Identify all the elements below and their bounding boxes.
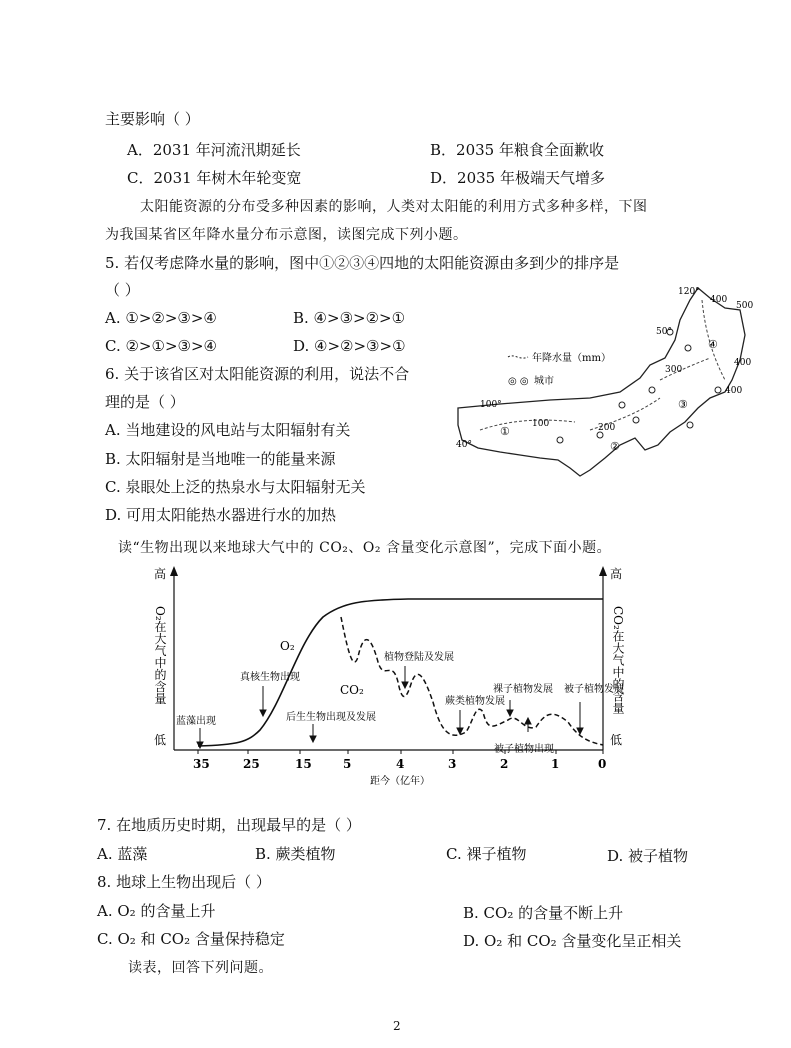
q5-paren: （ ） <box>105 281 140 299</box>
map-label-100: 100 <box>532 419 550 429</box>
legend-city: 城市 <box>534 376 554 387</box>
q7-option-a: A. 蓝藻 <box>97 845 148 863</box>
left-axis-bottom: 低 <box>154 733 167 747</box>
map-label-300: 300 <box>665 365 683 375</box>
map-marker-2: ② <box>610 440 620 453</box>
map-label-100deg: 100° <box>480 400 502 410</box>
q6-option-d: D. 可用太阳能热水器进行水的加热 <box>105 506 337 524</box>
q5-option-a: A. ①>②>③>④ <box>105 309 217 327</box>
map-label-400c: 400 <box>725 386 743 396</box>
x-axis-label: 距今（亿年） <box>370 776 430 787</box>
x-tick-label: 4 <box>396 757 405 771</box>
q6-option-b: B. 太阳辐射是当地唯一的能量来源 <box>105 450 336 468</box>
isohyet-100 <box>480 420 575 430</box>
map-label-200: 200 <box>598 423 616 433</box>
table-intro: 读表，回答下列问题。 <box>128 960 273 976</box>
map-marker-1: ① <box>500 425 510 438</box>
q8-option-b: B. CO₂ 的含量不断上升 <box>463 904 624 922</box>
annotation-metazoa: 后生生物出现及发展 <box>286 712 376 723</box>
q4-option-a: A．2031 年河流汛期延长 <box>127 141 301 159</box>
q8-option-d: D. O₂ 和 CO₂ 含量变化呈正相关 <box>463 932 682 950</box>
right-axis-label: CO₂在大气中的含量 <box>611 606 625 714</box>
left-axis-top: 高 <box>154 567 167 581</box>
map-label-50: 50° <box>656 327 672 337</box>
series-o2-label: O₂ <box>280 639 295 653</box>
map-label-500: 500 <box>736 301 754 311</box>
x-tick-label: 15 <box>295 757 312 771</box>
atmosphere-chart <box>148 562 638 787</box>
annotation-gymnosperms: 裸子植物发展 <box>493 684 553 695</box>
right-axis-bottom: 低 <box>610 733 623 747</box>
map-label-400a: 400 <box>710 295 728 305</box>
province-outline <box>458 288 745 476</box>
map-label-400b: 400 <box>734 358 752 368</box>
q8-option-c: C. O₂ 和 CO₂ 含量保持稳定 <box>97 930 285 948</box>
q7-option-d: D. 被子植物 <box>607 847 689 865</box>
q5-option-d: D. ④>②>③>① <box>293 337 406 355</box>
x-tick-label: 35 <box>193 757 210 771</box>
q6-option-a: A. 当地建设的风电站与太阳辐射有关 <box>105 421 351 439</box>
annotation-land-plants: 植物登陆及发展 <box>384 652 454 663</box>
annotation-ferns: 蕨类植物发展 <box>445 696 505 707</box>
q6-option-c: C. 泉眼处上泛的热泉水与太阳辐射无关 <box>105 478 366 496</box>
solar-intro-line1: 太阳能资源的分布受多种因素的影响，人类对太阳能的利用方式多种多样，下图 <box>140 199 648 215</box>
q7-stem: 7. 在地质历史时期，出现最早的是（ ） <box>97 816 361 834</box>
annotation-angiosperms-develop: 被子植物发展 <box>564 684 624 695</box>
x-tick-label: 0 <box>598 757 607 771</box>
q4-prefix: 主要影响（ ） <box>105 110 200 128</box>
q8-option-a: A. O₂ 的含量上升 <box>97 902 216 920</box>
q5-stem: 5. 若仅考虑降水量的影响，图中①②③④四地的太阳能资源由多到少的排序是 <box>105 254 620 272</box>
legend-city-symbol: ◎ ◎ <box>508 376 529 387</box>
series-co2-label: CO₂ <box>340 683 364 697</box>
solar-intro-line2: 为我国某省区年降水量分布示意图，读图完成下列小题。 <box>105 227 468 243</box>
q7-option-b: B. 蕨类植物 <box>255 845 336 863</box>
q4-option-b: B．2035 年粮食全面歉收 <box>430 141 604 159</box>
x-tick-label: 2 <box>500 757 509 771</box>
q5-option-c: C. ②>①>③>④ <box>105 337 217 355</box>
left-axis-label: O₂在大气中的含量 <box>153 606 167 705</box>
chart-intro: 读“生物出现以来地球大气中的 CO₂、O₂ 含量变化示意图”，完成下面小题。 <box>118 540 612 556</box>
annotation-angiosperms-appear: 被子植物出现 <box>494 744 554 755</box>
q6-stem-line2: 理的是（ ） <box>105 393 185 411</box>
map-label-120: 120° <box>678 287 700 297</box>
q8-stem: 8. 地球上生物出现后（ ） <box>97 873 271 891</box>
legend-isohyet: 年降水量（mm） <box>532 353 611 364</box>
right-axis-top: 高 <box>610 567 623 581</box>
q6-stem-line1: 6. 关于该省区对太阳能资源的利用，说法不合 <box>105 365 410 383</box>
page-number: 2 <box>393 1019 401 1033</box>
map-marker-4: ④ <box>708 338 718 351</box>
x-tick-label: 25 <box>243 757 260 771</box>
series-co2-line <box>341 617 603 745</box>
precipitation-map <box>440 280 760 495</box>
annotation-cyanobacteria: 蓝藻出现 <box>176 716 216 727</box>
map-label-40: 40° <box>456 440 472 450</box>
q4-option-c: C．2031 年树木年轮变宽 <box>127 169 302 187</box>
q7-option-c: C. 裸子植物 <box>446 845 527 863</box>
map-marker-3: ③ <box>678 398 688 411</box>
x-tick-label: 5 <box>343 757 352 771</box>
x-tick-label: 3 <box>448 757 457 771</box>
q4-option-d: D．2035 年极端天气增多 <box>430 169 605 187</box>
x-tick-label: 1 <box>551 757 560 771</box>
q5-option-b: B. ④>③>②>① <box>293 309 406 327</box>
annotation-eukaryotes: 真核生物出现 <box>240 672 300 683</box>
